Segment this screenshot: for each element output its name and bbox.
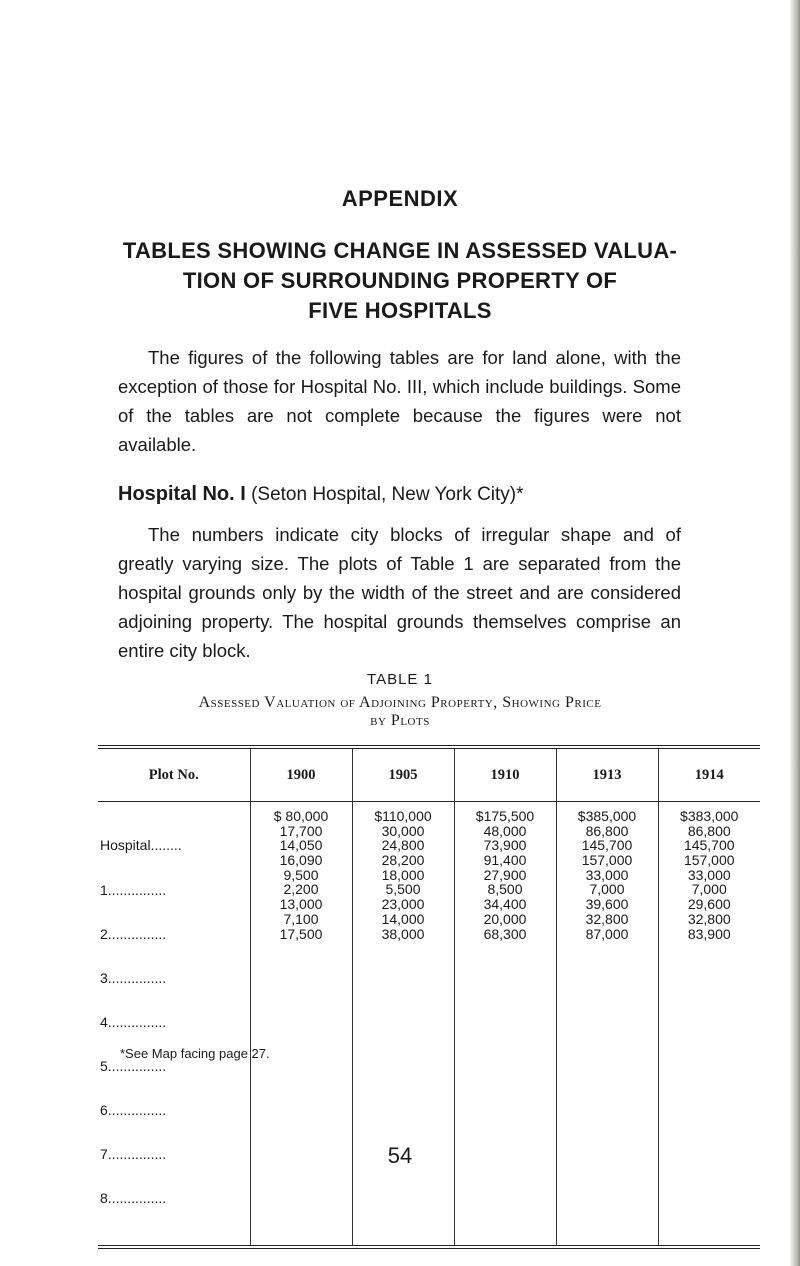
plot-cell: 2............... [100,925,167,942]
value-cell: $ 80,000 [273,808,329,824]
value-cell: 145,700 [581,837,633,854]
value-cell: 28,200 [381,852,425,869]
value-cell: $385,000 [577,808,637,824]
section-heading-bold: Hospital No. I [118,483,246,505]
value-cell: 91,400 [483,852,527,869]
value-cell: $175,500 [475,808,535,824]
header-1910: 1910 [454,749,556,802]
value-cell: 30,000 [381,822,425,839]
value-cell: 7,000 [691,881,727,898]
column-1913 [556,802,658,1246]
value-cell: 86,800 [585,822,629,839]
intro-paragraph: The figures of the following tables are for land alone, with the exception of those for Hospital No. III, which include buildings. Some of the tables are not complete because the figures were not available. [118,347,681,455]
value-cell: 157,000 [683,852,735,869]
document-title [90,236,710,326]
header-1905: 1905 [352,749,454,802]
column-1905 [352,802,454,1246]
column-1914 [658,802,760,1246]
value-cell: 33,000 [687,866,731,883]
value-cell: 48,000 [483,822,527,839]
value-cell: 34,400 [483,896,527,913]
table-label: TABLE 1 [367,671,433,688]
footnote: *See Map facing page 27. [120,1046,270,1061]
section-heading-rest: (Seton Hospital, New York City)* [245,484,524,505]
title-line-1: TABLES SHOWING CHANGE IN ASSESSED VALUA- [122,238,678,263]
value-cell: 39,600 [585,896,629,913]
value-cell: 8,500 [487,881,523,898]
plot-cell: 8............... [100,1190,167,1207]
plot-cell: Hospital........ [100,837,182,854]
table-body [98,802,760,1246]
title-line-3: FIVE HOSPITALS [308,298,492,323]
plot-cell: 4............... [100,1013,167,1030]
value-cell: 32,800 [585,910,629,927]
value-cell: 68,300 [483,925,527,942]
table-bottom-rule [98,1245,760,1249]
value-cell: 33,000 [585,866,629,883]
header-1900: 1900 [250,749,352,802]
plot-cell: 1............... [100,881,167,898]
value-cell: 13,000 [279,896,323,913]
value-cell: 29,600 [687,896,731,913]
value-cell: $383,000 [680,808,739,824]
value-cell: 38,000 [381,925,425,942]
column-1910 [454,802,556,1246]
table-header-row [98,749,760,802]
plot-cell: 3............... [100,969,167,986]
value-cell: 87,000 [585,925,629,942]
value-cell: $110,000 [374,808,432,824]
appendix-heading: APPENDIX [341,186,459,211]
value-cell: 23,000 [381,896,425,913]
title-line-2: TION OF SURROUNDING PROPERTY OF [182,268,618,293]
column-1900 [250,802,352,1246]
value-cell: 73,900 [483,837,527,854]
table-caption [100,694,700,730]
header-1913: 1913 [556,749,658,802]
plot-cell: 6............... [100,1101,167,1118]
value-cell: 14,050 [279,837,323,854]
value-cell: 7,100 [283,910,319,927]
value-cell: 18,000 [381,866,425,883]
section-heading [118,483,698,506]
value-cell: 27,900 [483,866,527,883]
plot-cell: 7............... [100,1146,167,1163]
value-cell: 5,500 [385,881,421,898]
section-paragraph: The numbers indicate city blocks of irregular shape and of greatly varying size. The plots of Table 1 are separated from the hospital grounds only by the width of the street and are considered adjoining property. The hospital grounds themselves comprise an entire city block. [118,524,681,661]
page-number: 54 [387,1143,413,1168]
value-cell: 145,700 [683,837,735,854]
table-caption-line-2: by Plots [370,712,430,729]
value-cell: 17,700 [279,822,323,839]
value-cell: 86,800 [687,822,731,839]
value-cell: 157,000 [581,852,633,869]
value-cell: 16,090 [279,852,323,869]
value-cell: 14,000 [381,910,425,927]
plot-cell: 5............... [100,1057,167,1074]
value-cell: 32,800 [687,910,731,927]
table-caption-line-1: Assessed Valuation of Adjoining Property, Showing Price [198,694,602,711]
value-cell: 2,200 [283,881,319,898]
header-1914: 1914 [658,749,760,802]
value-cell: 83,900 [687,925,731,942]
value-cell: 9,500 [283,866,319,883]
valuation-table [98,745,760,1249]
value-cell: 17,500 [279,925,323,942]
header-plot-no: Plot No. [148,766,199,783]
value-cell: 20,000 [483,910,527,927]
plot-column [98,802,250,1246]
value-cell: 24,800 [381,837,425,854]
value-cell: 7,000 [589,881,625,898]
